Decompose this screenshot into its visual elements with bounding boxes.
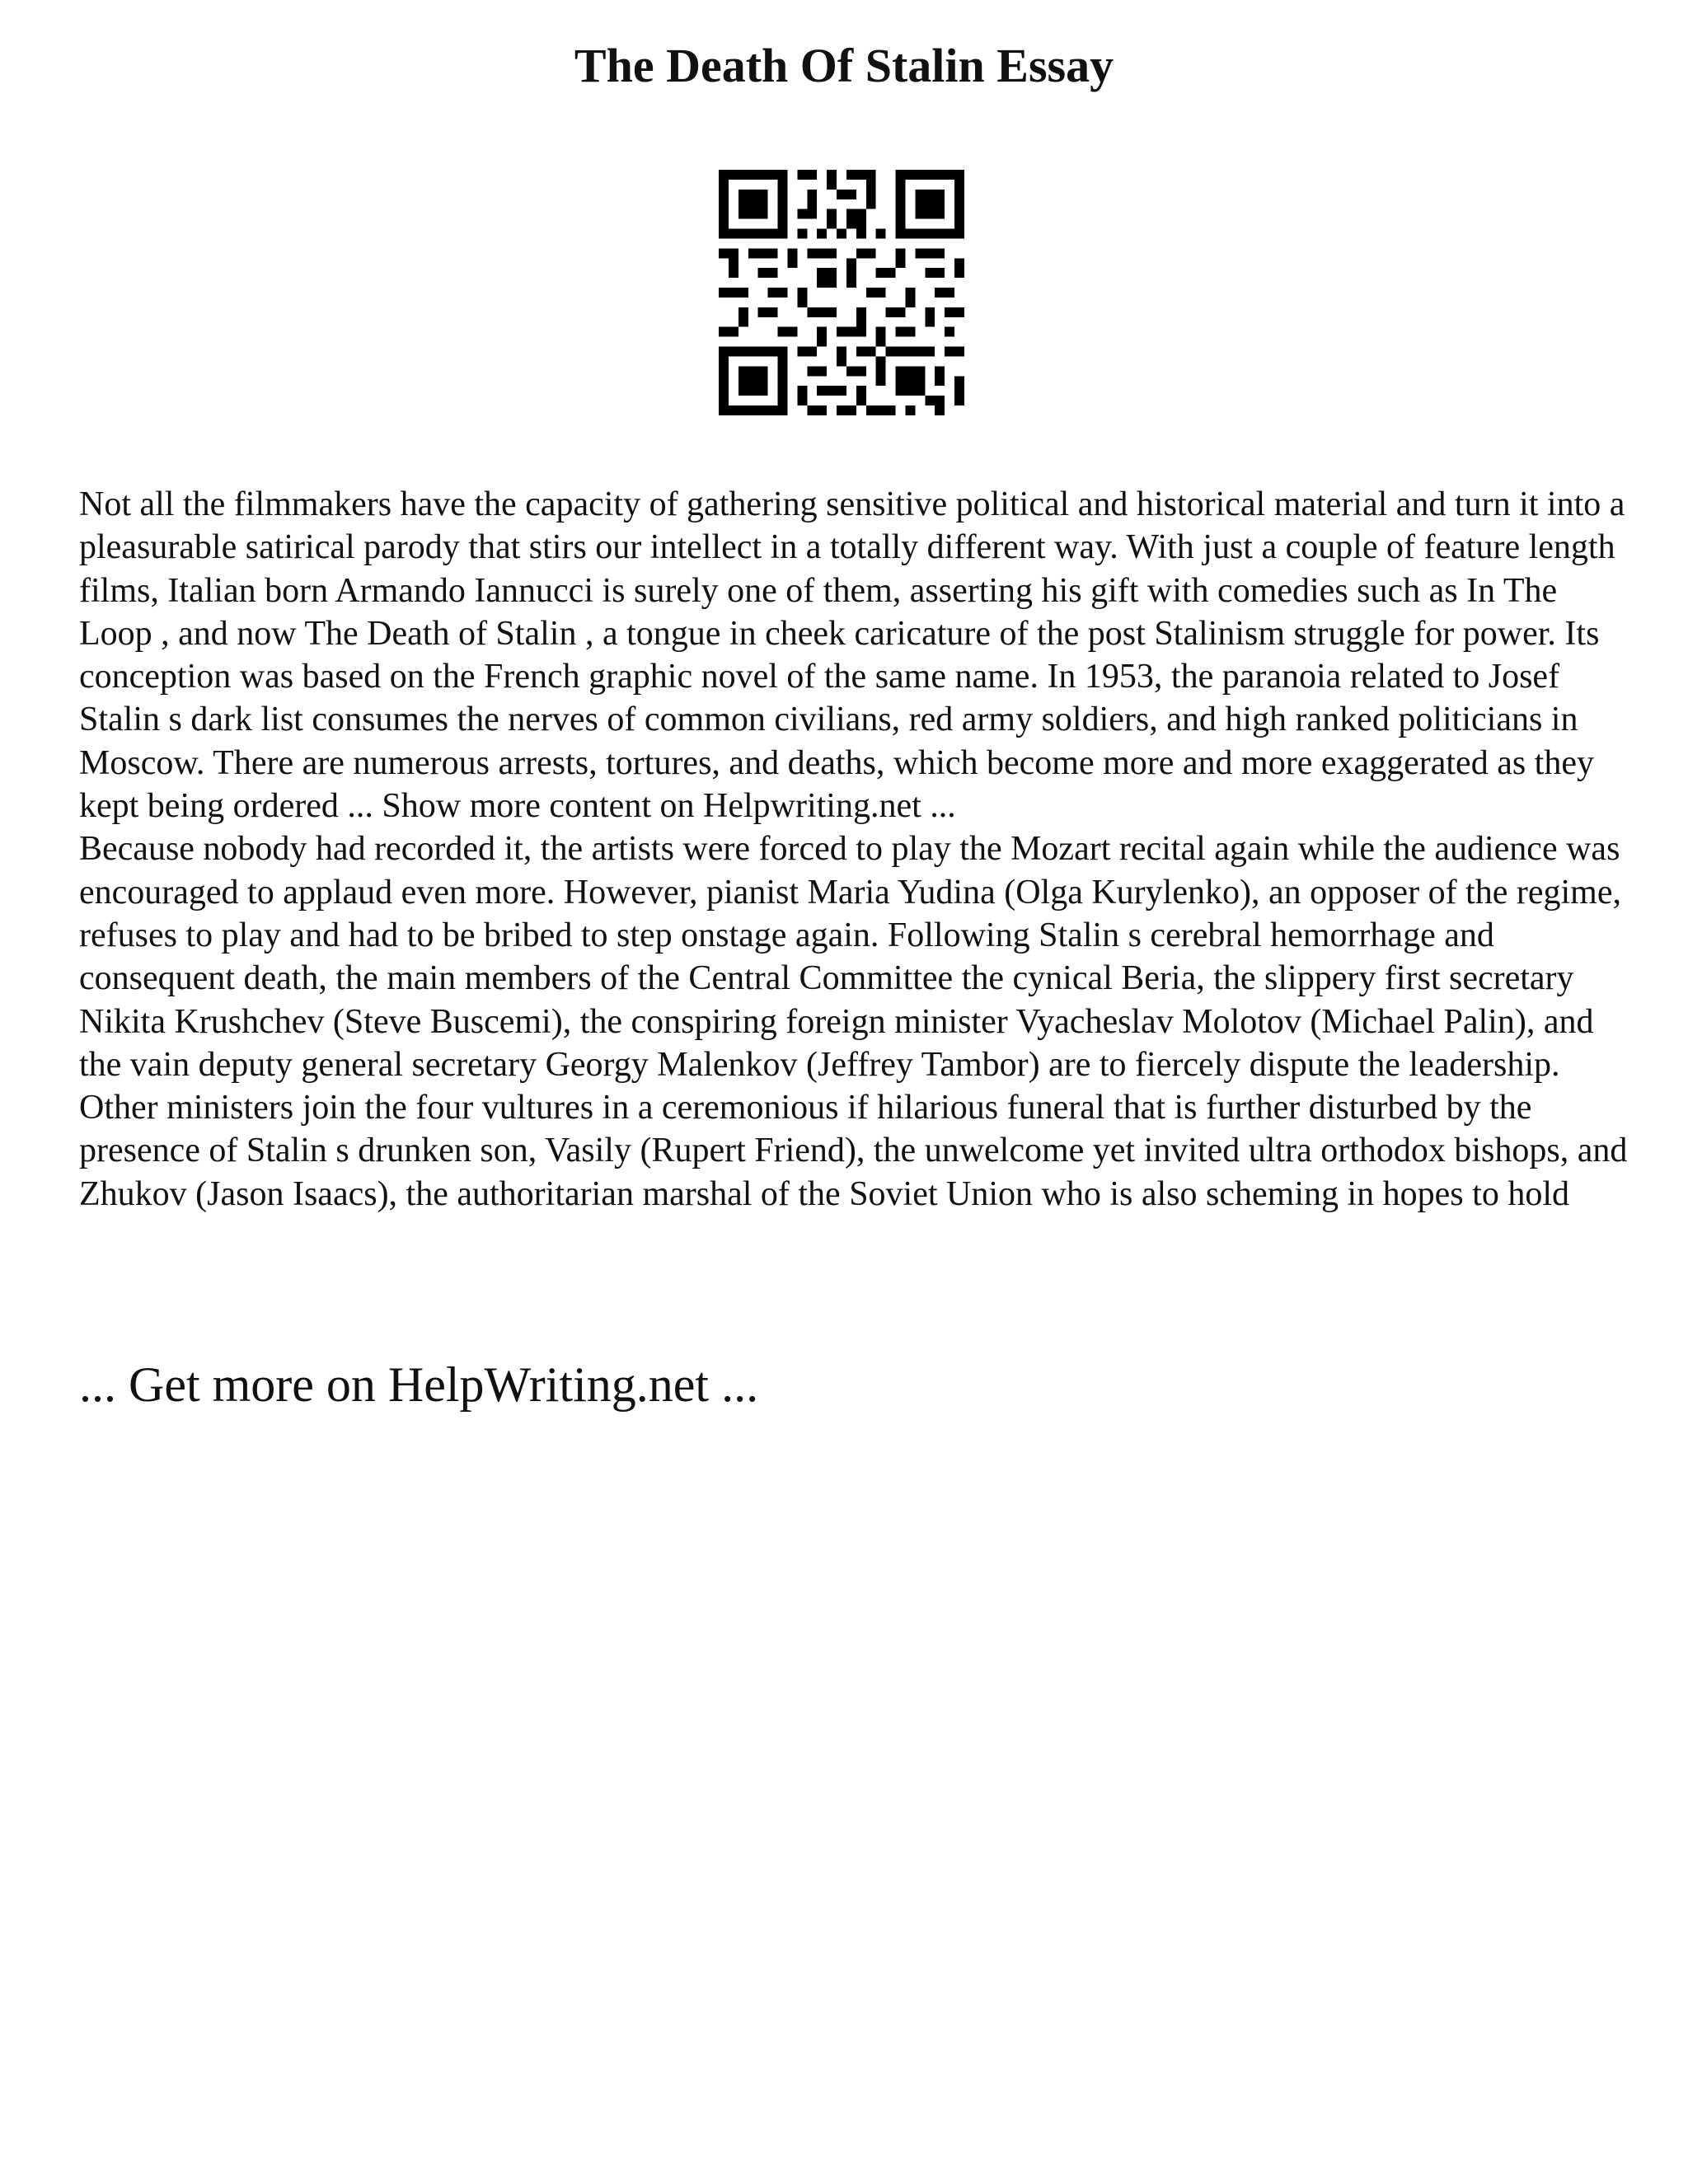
qr-code	[719, 170, 964, 415]
get-more-link[interactable]: ... Get more on HelpWriting.net ...	[79, 1357, 759, 1412]
essay-paragraph-2: Because nobody had recorded it, the artists were forced to play the Mozart recital again while the audience was encouraged to applaud even more. However, pianist Maria Yudina (Olga Kurylenko), an opposer of the regime, refuses to play and had to be bribed to step onstage again. Following Stalin s cerebral hemorrhage and consequent death, the main members of the Central Committee the cynical Beria, the slippery first secretary Nikita Krushchev (Steve Buscemi), the conspiring foreign minister Vyacheslav Molotov (Michael Palin), and the vain deputy general secretary Georgy Malenkov (Jeffrey Tambor) are to fiercely dispute the leadership. Other ministers join the four vultures in a ceremonious if hilarious funeral that is further disturbed by the presence of Stalin s drunken son, Vasily (Rupert Friend), the unwelcome yet invited ultra orthodox bishops, and Zhukov (Jason Isaacs), the authoritarian marshal of the Soviet Union who is also scheming in hopes to hold	[79, 830, 1628, 1213]
essay-body	[79, 483, 1629, 1216]
page-title: The Death Of Stalin Essay	[574, 39, 1114, 92]
essay-paragraph-1: Not all the filmmakers have the capacity of gathering sensitive political and historical material and turn it into a pleasurable satirical parody that stirs our intellect in a totally different way. With just a couple of feature length films, Italian born Armando Iannucci is surely one of them, asserting his gift with comedies such as In The Loop , and now The Death of Stalin , a tongue in cheek caricature of the post Stalinism struggle for power. Its conception was based on the French graphic novel of the same name. In 1953, the paranoia related to Josef Stalin s dark list consumes the nerves of common civilians, red army soldiers, and high ranked politicians in Moscow. There are numerous arrests, tortures, and deaths, which become more and more exaggerated as they kept being ordered ... Show more content on Helpwriting.net ...	[79, 485, 1625, 826]
